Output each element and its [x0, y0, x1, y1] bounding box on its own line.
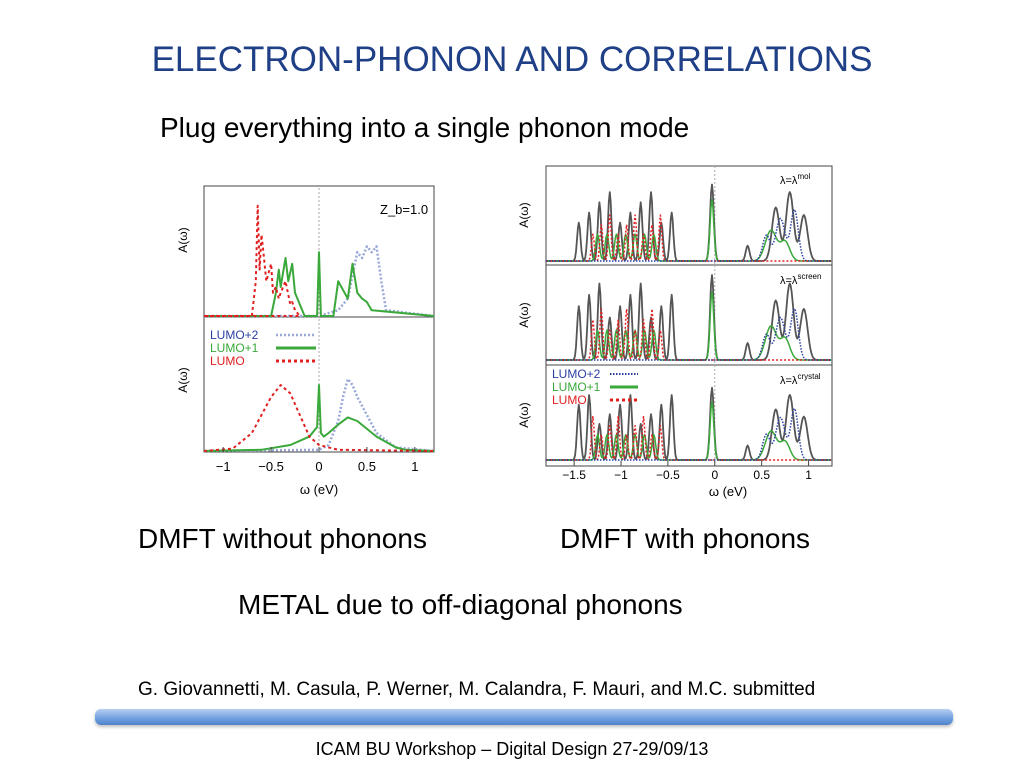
- x-tick-label: 1: [805, 468, 812, 482]
- x-tick-label: −1: [614, 468, 628, 482]
- legend-lumo-label: LUMO: [210, 354, 245, 368]
- series-total: [546, 388, 831, 460]
- right-panels: [546, 166, 831, 464]
- caption-with-phonons: DMFT with phonons: [560, 523, 811, 554]
- lambda-crystal-label: $\lambda=\lambda^{crystal}$: [780, 372, 821, 387]
- x-tick-label: 0.5: [357, 459, 376, 474]
- right-ylabel-2: A(ω): [517, 302, 531, 328]
- x-tick-label: 0: [711, 468, 719, 482]
- series-total: [546, 275, 831, 360]
- lambda-mol-label: $\lambda=\lambda^{mol}$: [780, 172, 811, 187]
- x-tick-label: −1.5: [562, 468, 586, 482]
- left-xlabel: ω (eV): [299, 482, 339, 497]
- series-total: [546, 185, 831, 262]
- right-frame: [546, 166, 832, 466]
- series-lumoplus1: [204, 385, 434, 451]
- right-x-ticks: [562, 461, 812, 482]
- right-ylabel-1: A(ω): [517, 202, 531, 228]
- right-ylabel-3: A(ω): [517, 402, 531, 428]
- legend-lumo2-label: LUMO+2: [552, 367, 601, 381]
- series-lumo: [546, 309, 831, 360]
- x-tick-label: −0.5: [656, 468, 680, 482]
- series-lumoplus2: [546, 409, 831, 461]
- left-top-ylabel: A(ω): [176, 227, 190, 253]
- legend-lumo1-label: LUMO+1: [552, 380, 601, 394]
- right-xlabel: ω (eV): [708, 484, 748, 499]
- legend-lumo1-label: LUMO+1: [210, 341, 259, 355]
- series-lumoplus1: [204, 252, 434, 316]
- right-legend: [552, 367, 638, 407]
- lambda-screen-label: $\lambda=\lambda^{screen}$: [780, 272, 822, 287]
- left-bottom-ylabel: A(ω): [176, 367, 190, 393]
- caption-without-phonons: DMFT without phonons: [138, 523, 427, 554]
- series-lumoplus2: [546, 309, 831, 361]
- slide-title: ELECTRON-PHONON AND CORRELATIONS: [151, 40, 873, 79]
- right-spectral-figure: [510, 160, 840, 502]
- footer-text: ICAM BU Workshop – Digital Design 27-29/09/13: [315, 739, 709, 759]
- left-legend: [210, 328, 316, 368]
- left-zb-label: Z_b=1.0: [380, 202, 429, 217]
- x-tick-label: 1: [411, 459, 419, 474]
- legend-lumo2-label: LUMO+2: [210, 328, 259, 342]
- authors-citation: G. Giovannetti, M. Casula, P. Werner, M. Calandra, F. Mauri, and M.C. submitted: [138, 679, 816, 700]
- metal-note: METAL due to off-diagonal phonons: [238, 589, 683, 620]
- slide-subtitle: Plug everything into a single phonon mode: [160, 112, 690, 143]
- x-tick-label: 0: [315, 459, 323, 474]
- series-lumo: [546, 417, 831, 460]
- left-spectral-figure: [168, 180, 443, 498]
- x-tick-label: −1: [215, 459, 231, 474]
- legend-lumo-label: LUMO: [552, 393, 587, 407]
- x-tick-label: 0.5: [753, 468, 771, 482]
- footer-divider-bar: [95, 709, 953, 725]
- series-lumoplus1: [546, 200, 831, 261]
- x-tick-label: −0.5: [258, 459, 284, 474]
